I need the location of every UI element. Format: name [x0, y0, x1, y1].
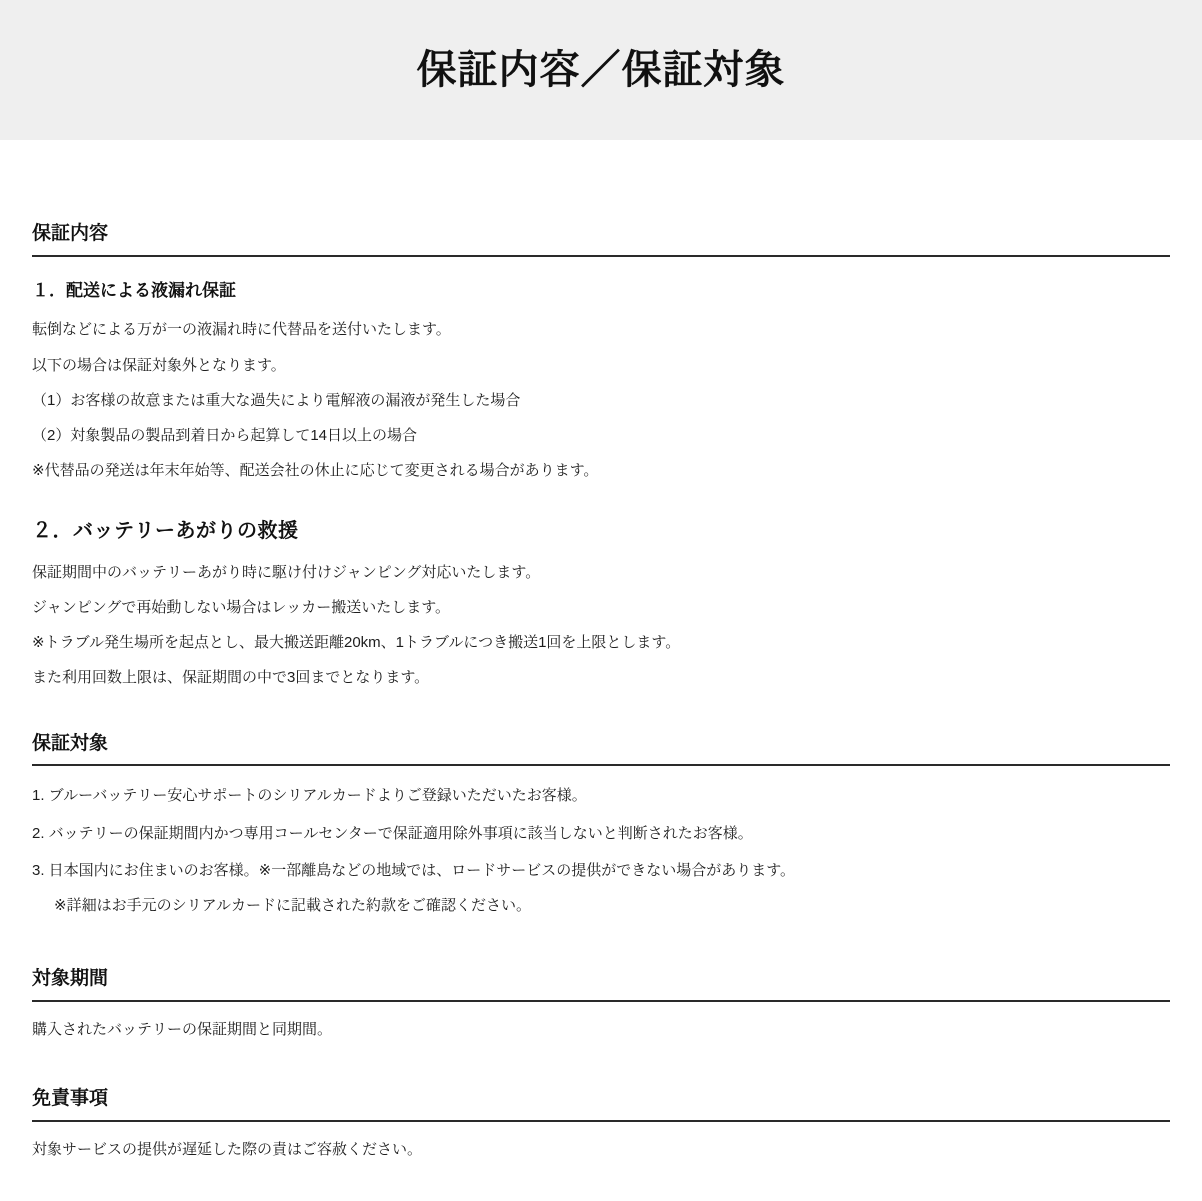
section-target-period: [32, 967, 1170, 1041]
page-content: [0, 222, 1202, 1201]
leak-warranty-line-3: （1）お客様の故意または重大な過失により電解液の漏液が発生した場合: [32, 391, 521, 409]
disclaimer-line: 対象サービスの提供が遅延した際の責はご容赦ください。: [32, 1141, 423, 1159]
list-item: 2. バッテリーの保証期間内かつ専用コールセンターで保証適用除外事項に該当しないと判断されたお客様。: [32, 824, 753, 842]
section-disclaimer: [32, 1087, 1170, 1161]
page-banner: [0, 0, 1202, 140]
leak-warranty-line-5: ※代替品の発送は年末年始等、配送会社の休止に応じて変更される場合があります。: [32, 462, 599, 480]
bottom-spacer: [32, 1161, 1170, 1201]
battery-rescue-line-1: 保証期間中のバッテリーあがり時に駆け付けジャンピング対応いたします。: [32, 563, 541, 581]
list-item: 3. 日本国内にお住まいのお客様。※一部離島などの地域では、ロードサービスの提供ができない場合があります。: [32, 861, 796, 879]
leak-warranty-line-2: 以下の場合は保証対象外となります。: [32, 356, 286, 374]
battery-rescue-line-4: また利用回数上限は、保証期間の中で3回までとなります。: [32, 669, 430, 687]
section-warranty-target: [32, 732, 1170, 918]
subheading-battery-rescue: ２．バッテリーあがりの救援: [32, 519, 299, 542]
leak-warranty-line-4: （2）対象製品の製品到着日から起算して14日以上の場合: [32, 427, 418, 445]
section-heading-target-period: 対象期間: [32, 967, 1170, 1002]
section-heading-disclaimer: 免責事項: [32, 1087, 1170, 1122]
page-title: 保証内容／保証対象: [416, 48, 786, 92]
subheading-leak-warranty: １．配送による液漏れ保証: [32, 280, 236, 300]
target-period-line: 購入されたバッテリーの保証期間と同期間。: [32, 1021, 333, 1039]
section-warranty-details: [32, 222, 1170, 690]
battery-rescue-line-3: ※トラブル発生場所を起点とし、最大搬送距離20km、1トラブルにつき搬送1回を上限とします。: [32, 634, 681, 652]
section-heading-warranty-target: 保証対象: [32, 732, 1170, 767]
battery-rescue-line-2: ジャンピングで再始動しない場合はレッカー搬送いたします。: [32, 598, 451, 616]
list-item: 1. ブルーバッテリー安心サポートのシリアルカードよりご登録いただいたお客様。: [32, 787, 587, 805]
leak-warranty-line-1: 転倒などによる万が一の液漏れ時に代替品を送付いたします。: [32, 321, 451, 339]
warranty-target-list: [32, 784, 1170, 882]
section-heading-warranty-details: 保証内容: [32, 222, 1170, 257]
warranty-target-note: ※詳細はお手元のシリアルカードに記載された約款をご確認ください。: [54, 897, 531, 915]
